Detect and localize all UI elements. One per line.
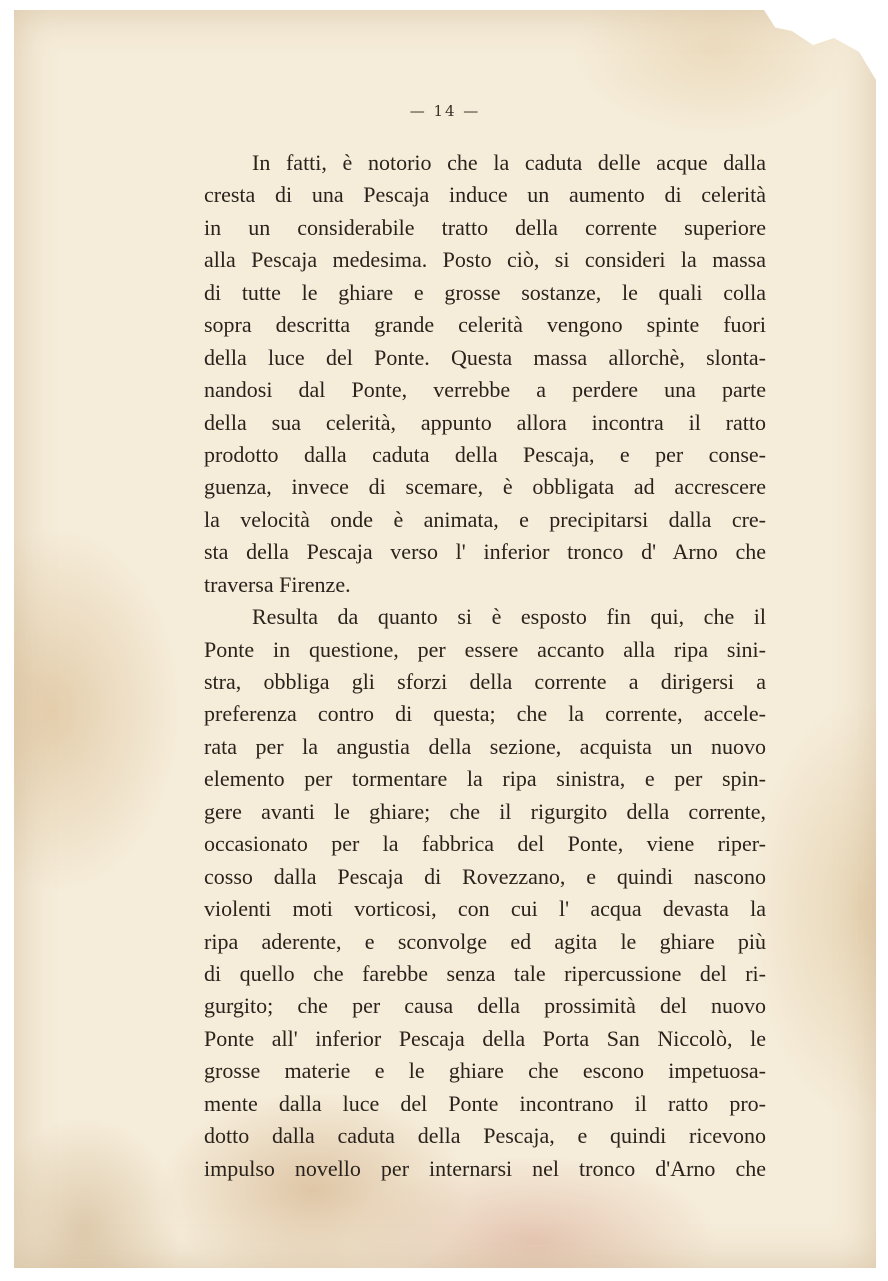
- text-line: traversa Firenze.: [204, 571, 351, 597]
- text-line: mente dalla luce del Ponte incontrano il ratto pro-: [204, 1090, 766, 1116]
- text-line: sopra descritta grande celerità vengono spinte fuori: [204, 312, 766, 338]
- text-line: In fatti, è notorio che la caduta delle acque dalla: [252, 150, 766, 175]
- text-line: della luce del Ponte. Questa massa allorchè, slonta-: [204, 344, 766, 370]
- text-line: stra, obbliga gli sforzi della corrente a dirigersi a: [204, 669, 766, 694]
- text-line: alla Pescaja medesima. Posto ciò, si consideri la massa: [204, 247, 766, 273]
- text-line: gere avanti le ghiare; che il rigurgito della corrente,: [204, 798, 766, 824]
- text-line: Ponte all' inferior Pescaja della Porta San Niccolò, le: [204, 1025, 766, 1051]
- text-line: violenti moti vorticosi, con cui l' acqua devasta la: [204, 896, 766, 922]
- text-line: di tutte le ghiare e grosse sostanze, le quali colla: [204, 279, 766, 305]
- text-line: nandosi dal Ponte, verrebbe a perdere una parte: [204, 377, 766, 403]
- text-line: ripa aderente, e sconvolge ed agita le ghiare più: [204, 928, 766, 954]
- text-line: impulso novello per internarsi nel tronco d'Arno che: [204, 1155, 766, 1181]
- text-line: cosso dalla Pescaja di Rovezzano, e quindi nascono: [204, 863, 766, 889]
- text-line: prodotto dalla caduta della Pescaja, e per conse-: [204, 441, 766, 467]
- torn-corner: [736, 10, 876, 80]
- text-line: in un considerabile tratto della corrente superiore: [204, 214, 766, 240]
- text-line: gurgito; che per causa della prossimità del nuovo: [204, 993, 766, 1019]
- text-line: Ponte in questione, per essere accanto alla ripa sini-: [204, 636, 766, 662]
- paragraph-2: [204, 601, 766, 1185]
- text-line: la velocità onde è animata, e precipitarsi dalla cre-: [204, 506, 766, 532]
- text-line: dotto dalla caduta della Pescaja, e quindi ricevono: [204, 1123, 766, 1149]
- text-line: occasionato per la fabbrica del Ponte, viene riper-: [204, 831, 766, 857]
- text-line: elemento per tormentare la ripa sinistra, e per spin-: [204, 766, 766, 792]
- body-text: [204, 147, 766, 1185]
- paragraph-1: [204, 147, 766, 601]
- text-line: rata per la angustia della sezione, acquista un nuovo: [204, 733, 766, 759]
- document-page: [14, 10, 876, 1268]
- text-line: grosse materie e le ghiare che escono impetuosa-: [204, 1058, 766, 1084]
- text-line: cresta di una Pescaja induce un aumento di celerità: [204, 182, 766, 208]
- text-line: guenza, invece di scemare, è obbligata ad accrescere: [204, 474, 766, 500]
- text-line: di quello che farebbe senza tale ripercussione del ri-: [204, 960, 766, 986]
- text-line: della sua celerità, appunto allora incontra il ratto: [204, 409, 766, 435]
- text-line: Resulta da quanto si è esposto fin qui, che il: [252, 604, 766, 630]
- page-number: — 14 —: [409, 102, 481, 120]
- text-line: sta della Pescaja verso l' inferior tronco d' Arno che: [204, 539, 766, 565]
- text-line: preferenza contro di questa; che la corrente, accele-: [204, 701, 766, 727]
